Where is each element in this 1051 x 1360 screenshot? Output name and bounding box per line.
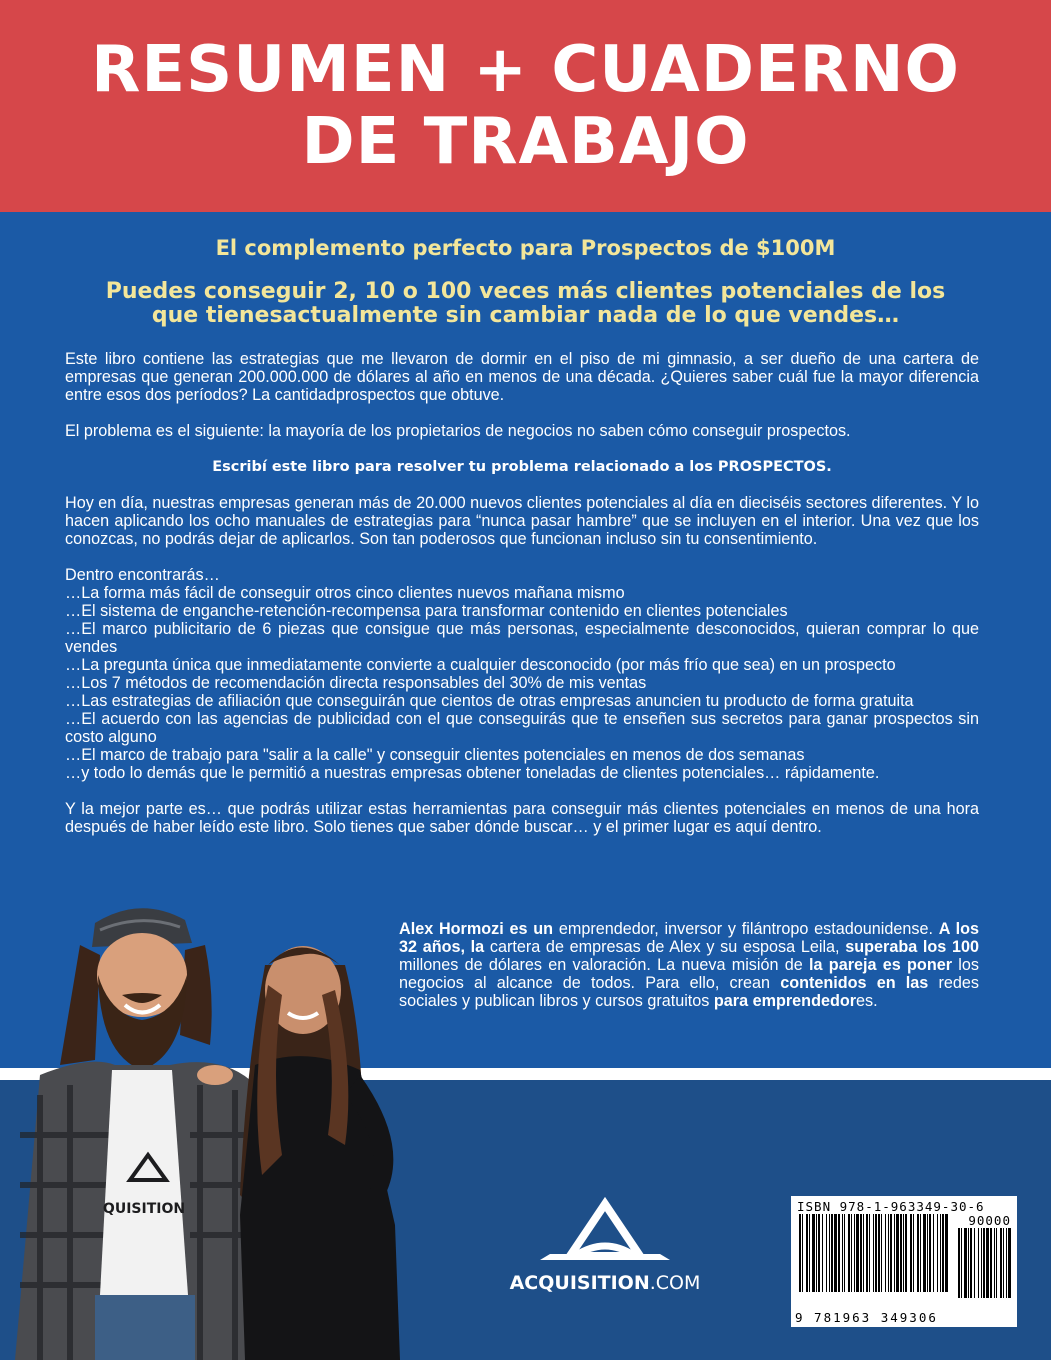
hook-headline: Puedes conseguir 2, 10 o 100 veces más clientes potenciales de los que tienesactualmente sin cambiar nada de lo que vendes…: [105, 279, 946, 328]
bio-text: millones de dólares en valoración. La nueva misión de: [399, 956, 810, 974]
barcode-bars: [797, 1214, 1011, 1306]
bio-bold: A los 32 años, la: [399, 920, 979, 956]
paragraph-problem: El problema es el siguiente: la mayoría de los propietarios de negocios no saben cómo conseguir prospectos.: [65, 422, 851, 440]
bio-bold: la pareja es poner: [809, 956, 953, 974]
man-figure: [15, 908, 265, 1360]
svg-text:QUISITION: QUISITION: [102, 1201, 186, 1217]
woman-figure: [240, 946, 400, 1360]
bio-bold: Alex Hormozi es un: [399, 920, 554, 938]
bio-bold: para emprendedor: [713, 992, 857, 1010]
contents-list: [65, 566, 979, 782]
wordmark-bold: ACQUISITION: [509, 1272, 650, 1294]
bio-text: emprendedor, inversor y filántropo estadounidense.: [553, 920, 939, 938]
description-body: [65, 350, 979, 854]
list-item: …El sistema de enganche-retención-recompensa para transformar contenido en clientes potenciales: [65, 602, 788, 620]
acquisition-wordmark: [500, 1272, 710, 1294]
paragraph-intro: Este libro contiene las estrategias que me llevaron de dormir en el piso de mi gimnasio, a ser dueño de una cartera de empresas que generan 200.000.000 de dólares al año en menos de una década. ¿Quieres saber cuál fue la mayor diferencia entre esos dos períodos? La cantidadprospectos que obtuve.: [65, 350, 979, 404]
list-item: …Las estrategias de afiliación que conseguirán que cientos de otras empresas anuncien tu producto de forma gratuita: [65, 692, 914, 710]
paragraph-closing: Y la mejor parte es… que podrás utilizar estas herramientas para conseguir más clientes potenciales en menos de una hora después de haber leído este libro. Solo tienes que saber dónde buscar… y el primer lugar es aquí dentro.: [65, 800, 979, 836]
bio-text: es.: [856, 992, 878, 1010]
title-line-1: RESUMEN + CUADERNO: [91, 33, 960, 107]
paragraph-results: Hoy en día, nuestras empresas generan más de 20.000 nuevos clientes potenciales al día en dieciséis sectores diferentes. Y lo hacen aplicando los ocho manuales de estrategias para “nunca pasar hambre” que se incluyen en el interior. Una vez que los conozcas, no podrás dejar de aplicarlos. Son tan poderosos que funcionan incluso sin tu consentimiento.: [65, 494, 979, 548]
bio-bold: contenidos en las: [780, 974, 929, 992]
list-item: …La pregunta única que inmediatamente convierte a cualquier desconocido (por más frío que sea) en un prospecto: [65, 656, 896, 674]
list-item: …Los 7 métodos de recomendación directa responsables del 30% de mis ventas: [65, 674, 647, 692]
isbn-number: ISBN 978-1-963349-30-6: [797, 1199, 985, 1214]
bio-bold: superaba los 100: [845, 938, 980, 956]
list-item: …El marco de trabajo para "salir a la calle" y conseguir clientes potenciales en menos de dos semanas: [65, 746, 805, 764]
title-banner: [0, 0, 1051, 212]
bio-text: los negocios al alcance de todos. Para ello, crean: [399, 956, 979, 992]
bio-text: redes sociales y publican libros y cursos gratuitos: [399, 974, 979, 1010]
tagline: El complemento perfecto para Prospectos de $100M: [215, 236, 836, 260]
list-item: …El acuerdo con las agencias de publicidad con el que conseguirás que te enseñen sus secretos para ganar prospectos sin costo alguno: [65, 710, 979, 746]
authors-photo: [0, 895, 500, 1360]
barcode-digits: 9 781963 349306: [795, 1310, 938, 1325]
isbn-barcode: [791, 1196, 1017, 1327]
list-intro: Dentro encontrarás…: [65, 566, 220, 584]
bio-text: cartera de empresas de Alex y su esposa Leila,: [484, 938, 846, 956]
paragraph-purpose: Escribí este libro para resolver tu problema relacionado a los PROSPECTOS.: [212, 459, 832, 475]
list-item: …La forma más fácil de conseguir otros cinco clientes nuevos mañana mismo: [65, 584, 625, 602]
wordmark-suffix: .COM: [649, 1272, 701, 1294]
barcode-addon-number: 90000: [968, 1213, 1011, 1228]
list-item: …y todo lo demás que le permitió a nuestras empresas obtener toneladas de clientes potenciales… rápidamente.: [65, 764, 880, 782]
list-item: …El marco publicitario de 6 piezas que consigue que más personas, especialmente desconocidos, quieran comprar lo que vendes: [65, 620, 979, 656]
title-line-2: DE TRABAJO: [301, 105, 750, 179]
